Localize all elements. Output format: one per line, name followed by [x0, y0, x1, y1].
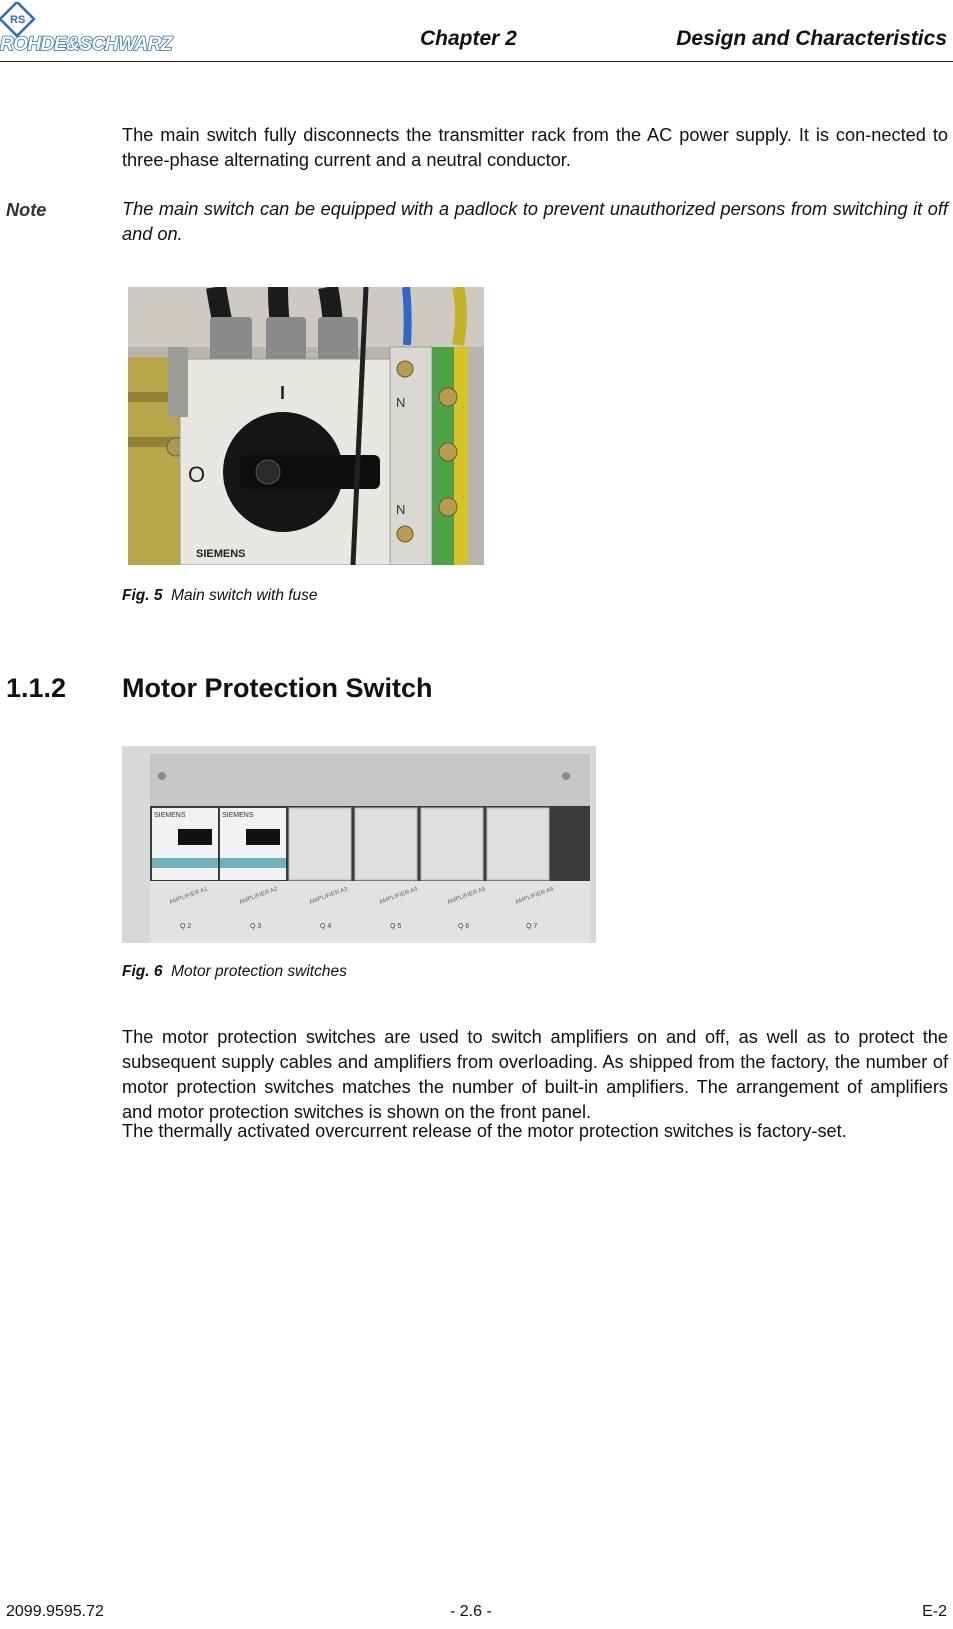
section-heading-title: Motor Protection Switch: [122, 673, 433, 703]
switch-label-q3: Q 3: [250, 923, 262, 930]
amplifier-label-1: AMPLIFIER A1: [168, 886, 209, 906]
header-rule: [0, 61, 953, 62]
footer-page-number: - 2.6 -: [450, 1603, 492, 1620]
neutral-top-mark: N: [396, 395, 406, 410]
siemens-brand-label: SIEMENS: [196, 548, 246, 560]
intro-paragraph: The main switch fully disconnects the transmitter rack from the AC power supply. It is con-nected to three-phase alternating current and a neutral conductor.: [122, 125, 948, 170]
section-heading-number: 1.1.2: [6, 673, 67, 703]
svg-text:RS: RS: [10, 14, 26, 26]
figure5-caption: [122, 587, 318, 605]
switch-2-brand: SIEMENS: [222, 812, 254, 819]
amplifier-label-2: AMPLIFIER A2: [238, 886, 279, 906]
figure5-caption-text: Main switch with fuse: [171, 587, 318, 604]
figure6-label: Fig. 6: [122, 963, 163, 980]
switch-1-brand: SIEMENS: [154, 812, 186, 819]
logo-wordmark: ROHDE&SCHWARZ: [0, 34, 172, 54]
switch-label-q6: Q 6: [458, 923, 470, 930]
switch-label-q7: Q 7: [526, 923, 538, 930]
neutral-bottom-mark: N: [396, 502, 406, 517]
footer-edition: E-2: [922, 1603, 947, 1620]
amplifier-label-3: AMPLIFIER A3: [308, 886, 349, 906]
switch-off-mark: O: [188, 462, 206, 487]
switch-label-q2: Q 2: [180, 923, 192, 930]
note-text: The main switch can be equipped with a padlock to prevent unauthorized persons from switching it off and on.: [122, 199, 948, 244]
footer-doc-number: 2099.9595.72: [6, 1603, 104, 1620]
chapter-label: Chapter 2: [420, 27, 517, 50]
rohde-schwarz-logo: [0, 2, 226, 54]
motor-paragraph-1: The motor protection switches are used to switch amplifiers on and off, as well as to protect the subsequent supply cables and amplifiers from overloading. As shipped from the factory, the number of motor protection switches matches the number of built-in amplifiers. The arrangement of amplifiers and motor protection switches is shown on the front panel.: [122, 1027, 948, 1122]
switch-label-q4: Q 4: [320, 923, 332, 930]
figure6-caption: [122, 963, 347, 981]
amplifier-label-6: AMPLIFIER A6: [514, 886, 555, 906]
figure5-label: Fig. 5: [122, 587, 163, 604]
note-label: Note: [6, 200, 47, 220]
switch-on-mark: I: [280, 383, 286, 403]
amplifier-label-5: AMPLIFIER A5: [446, 886, 487, 906]
motor-paragraph-2: The thermally activated overcurrent release of the motor protection switches is factory-set.: [122, 1121, 847, 1141]
amplifier-label-4: AMPLIFIER A4: [378, 886, 419, 906]
switch-label-q5: Q 5: [390, 923, 402, 930]
section-title: Design and Characteristics: [676, 27, 947, 50]
motor-switches-photo: [122, 746, 596, 943]
main-switch-photo: [128, 287, 484, 565]
figure6-caption-text: Motor protection switches: [171, 963, 347, 980]
